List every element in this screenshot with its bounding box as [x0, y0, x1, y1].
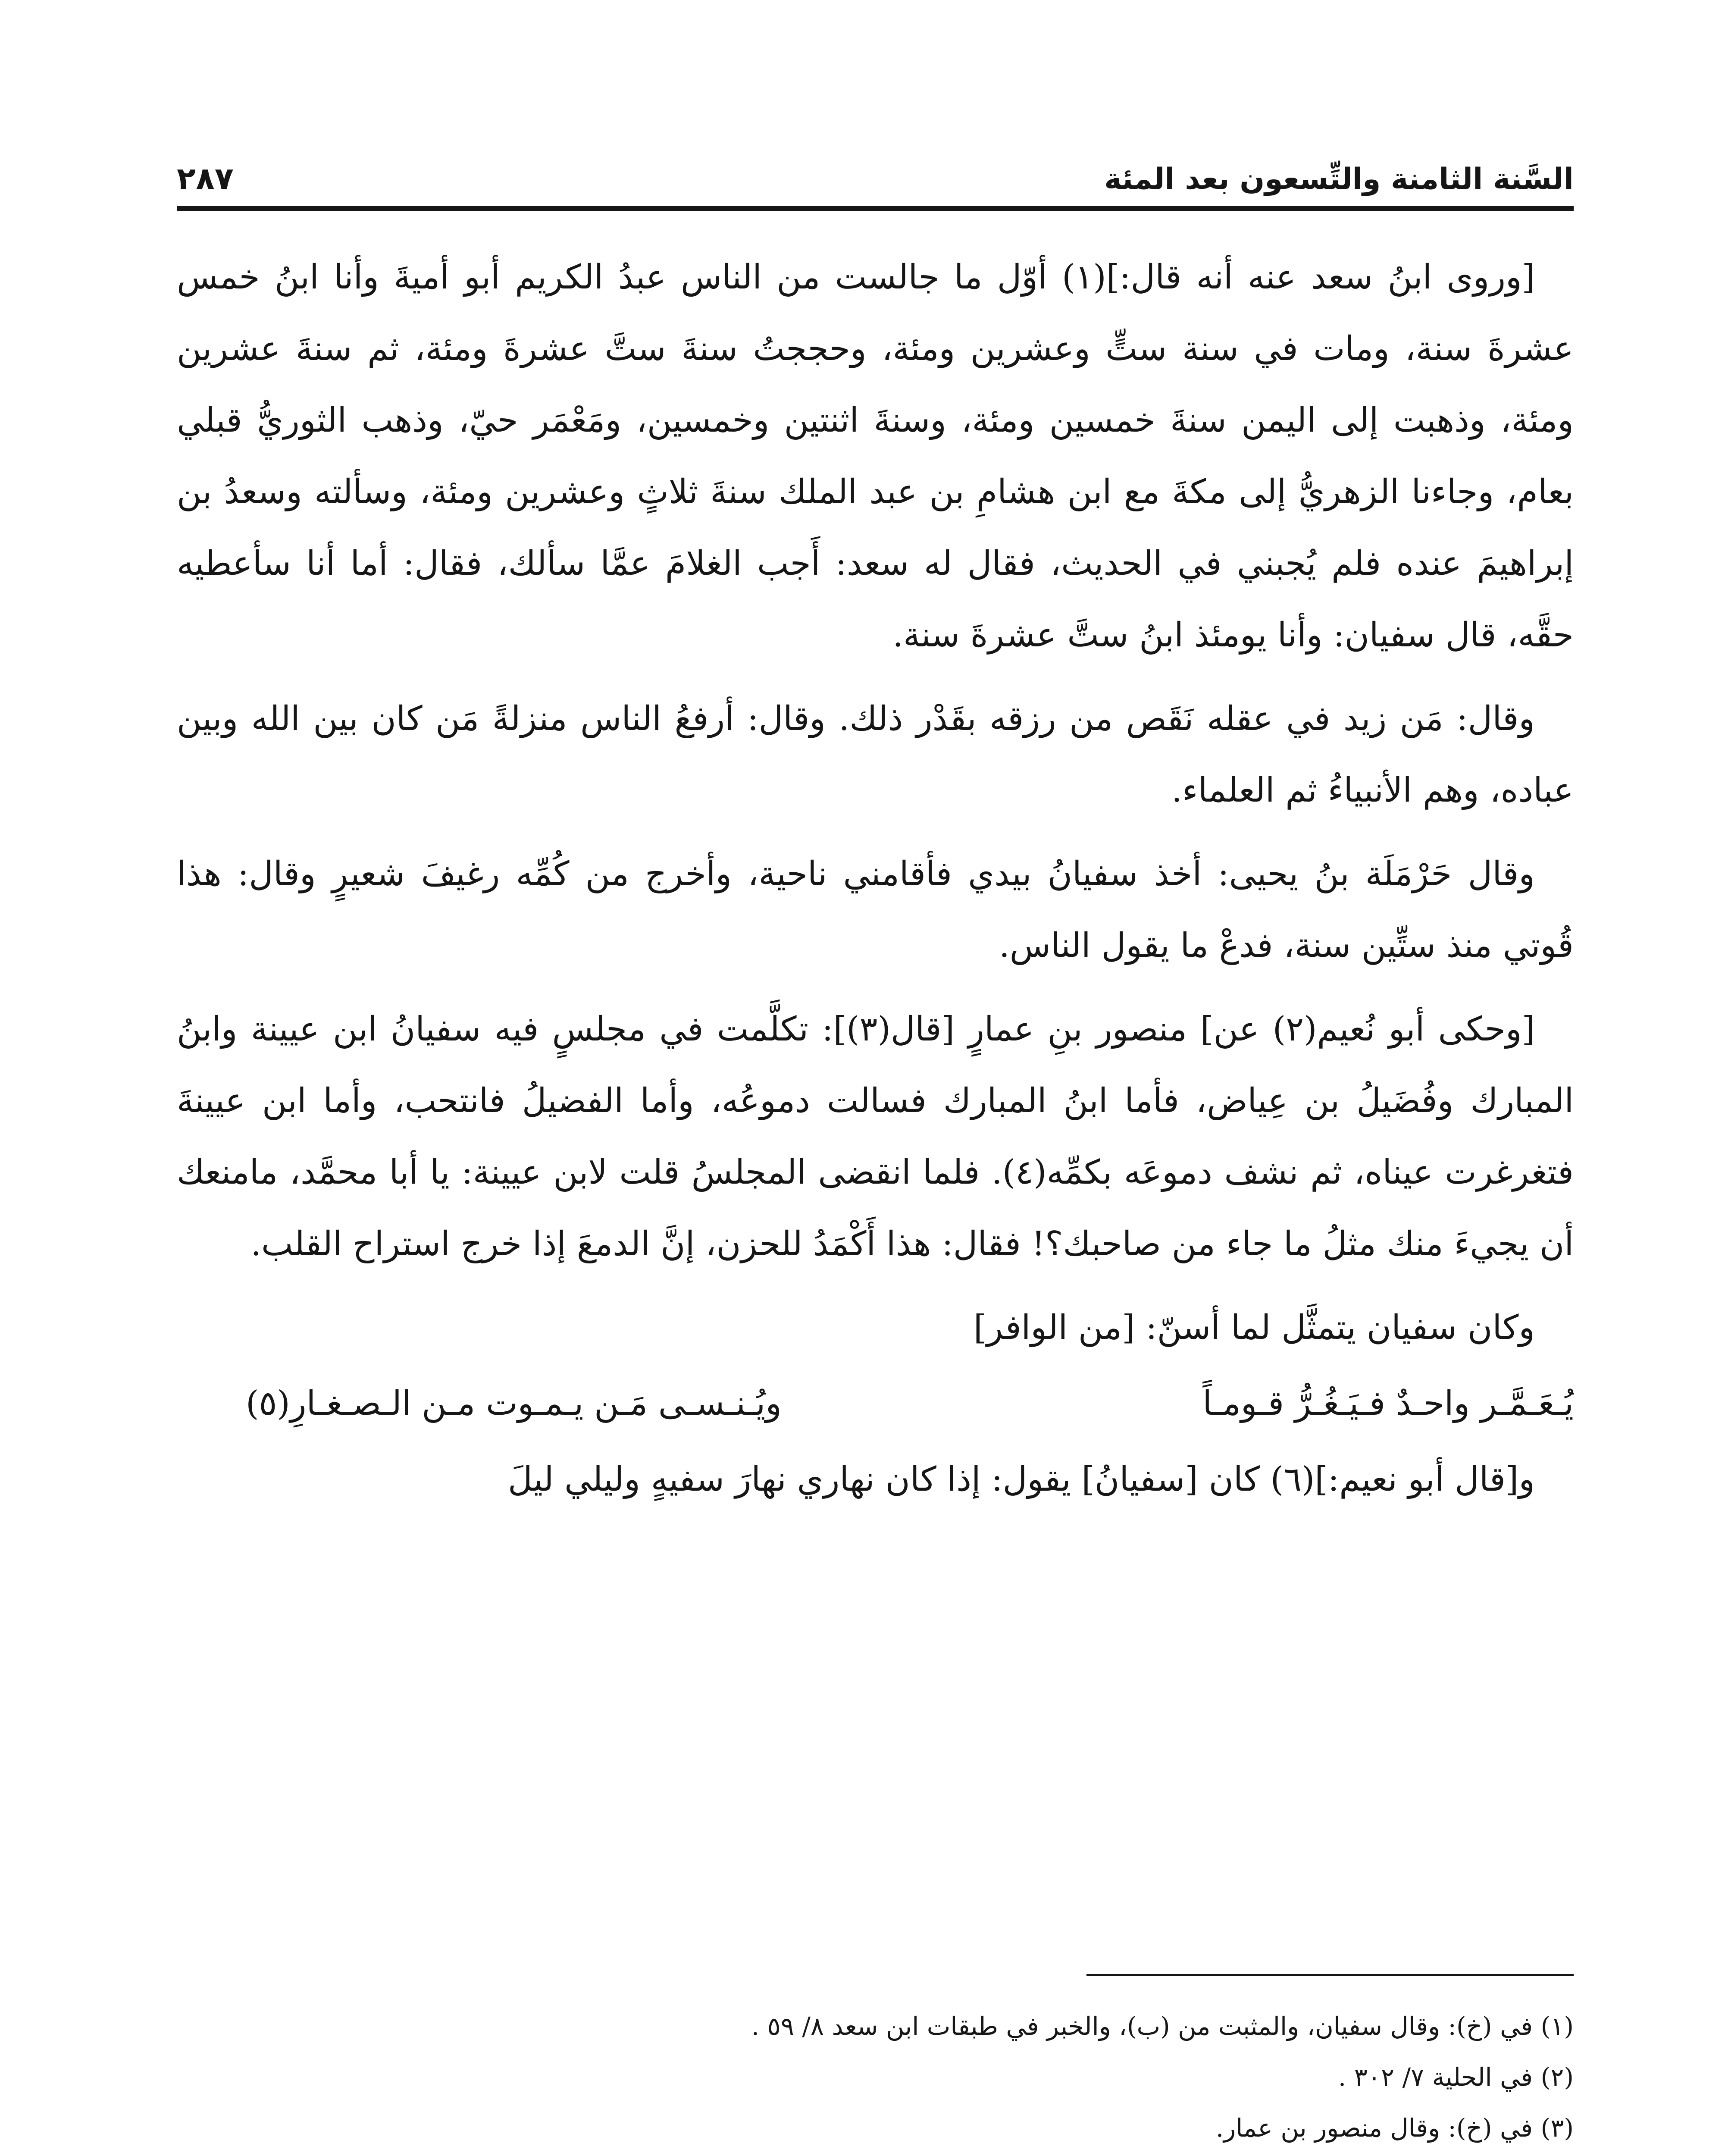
main-text — [177, 241, 1574, 1527]
footnote-2: (٢) في الحلية ٧/ ٣٠٢ . — [1338, 2062, 1574, 2092]
page-header — [177, 129, 1574, 197]
page-number: ٢٨٧ — [177, 160, 234, 197]
paragraph-4: [وحكى أبو نُعيم(٢) عن] منصور بنِ عمارٍ [قال(٣)]: تكلَّمت في مجلسٍ فيه سفيانُ ابن عيينة وابنُ المبارك وفُضَيلُ بن عِياض، فأما ابنُ المبارك فسالت دموعُه، وأما الفضيلُ فانتحب، وأما ابن عيينةَ فتغرغرت عيناه، ثم نشف دموعَه بكمِّه(٤). فلما انقضى المجلسُ قلت لابن عيينة: يا أبا محمَّد، مامنعك أن يجيءَ منك مثلُ ما جاء من صاحبك؟! فقال: هذا أَكْمَدُ للحزن، إنَّ الدمعَ إذا خرج استراح القلب. — [177, 1010, 1574, 1263]
paragraph-3: وقال حَرْمَلَة بنُ يحيى: أخذ سفيانُ بيدي فأقامني ناحية، وأخرج من كُمِّه رغيفَ شعيرٍ وقال: هذا قُوتي منذ ستِّين سنة، فدعْ ما يقول الناس. — [177, 855, 1574, 965]
paragraph-2: وقال: مَن زيد في عقله نَقَص من رزقه بقَدْر ذلك. وقال: أرفعُ الناس منزلةً مَن كان بين الله وبين عباده، وهم الأنبياءُ ثم العلماء. — [177, 699, 1574, 810]
header-rule — [177, 206, 1574, 211]
footnote-4 — [177, 2153, 1574, 2156]
poem-second-hemistich: ويُـنـسـى مَـن يـمـوت مـن الـصـغـارِ(٥) — [246, 1384, 782, 1423]
poem-first-hemistich: يُـعَـمَّـر واحـدٌ فـيَـغُـرُّ قـومـاً — [1202, 1384, 1574, 1423]
poem-intro: وكان سفيان يتمثَّل لما أسنّ: [من الوافر] — [973, 1308, 1535, 1347]
paragraph-1: [وروى ابنُ سعد عنه أنه قال:](١) أوّل ما جالست من الناس عبدُ الكريم أبو أميةَ وأنا ابنُ خمس عشرةَ سنة، ومات في سنة ستٍّ وعشرين ومئة، وحججتُ سنةَ ستَّ عشرةَ ومئة، ثم سنةَ عشرين ومئة، وذهبت إلى اليمن سنةَ خمسين ومئة، وسنةَ اثنتين وخمسين، ومَعْمَر حيّ، وذهب الثوريُّ قبلي بعام، وجاءنا الزهريُّ إلى مكةَ مع ابن هشامِ بن عبد الملك سنةَ ثلاثٍ وعشرين ومئة، وسألته وسعدُ بن إبراهيمَ عنده فلم يُجبني في الحديث، فقال له سعد: أَجب الغلامَ عمَّا سألك، فقال: أما أنا سأعطيه حقَّه، قال سفيان: وأنا يومئذ ابنُ ستَّ عشرةَ سنة. — [177, 258, 1574, 655]
running-title: السَّنة الثامنة والتِّسعون بعد المئة — [1104, 162, 1574, 196]
footnote-1: (١) في (خ): وقال سفيان، والمثبت من (ب)، والخبر في طبقات ابن سعد ٨/ ٥٩ . — [751, 2012, 1574, 2041]
paragraph-5: و[قال أبو نعيم:](٦) كان [سفيانُ] يقول: إذا كان نهاري نهارَ سفيهٍ وليلي ليلَ — [508, 1460, 1535, 1499]
footnote-rule — [1086, 1974, 1574, 1976]
poem-verse — [177, 1368, 1574, 1439]
footnotes — [177, 2001, 1574, 2156]
footnote-3: (٣) في (خ): وقال منصور بن عمار. — [1215, 2113, 1574, 2143]
